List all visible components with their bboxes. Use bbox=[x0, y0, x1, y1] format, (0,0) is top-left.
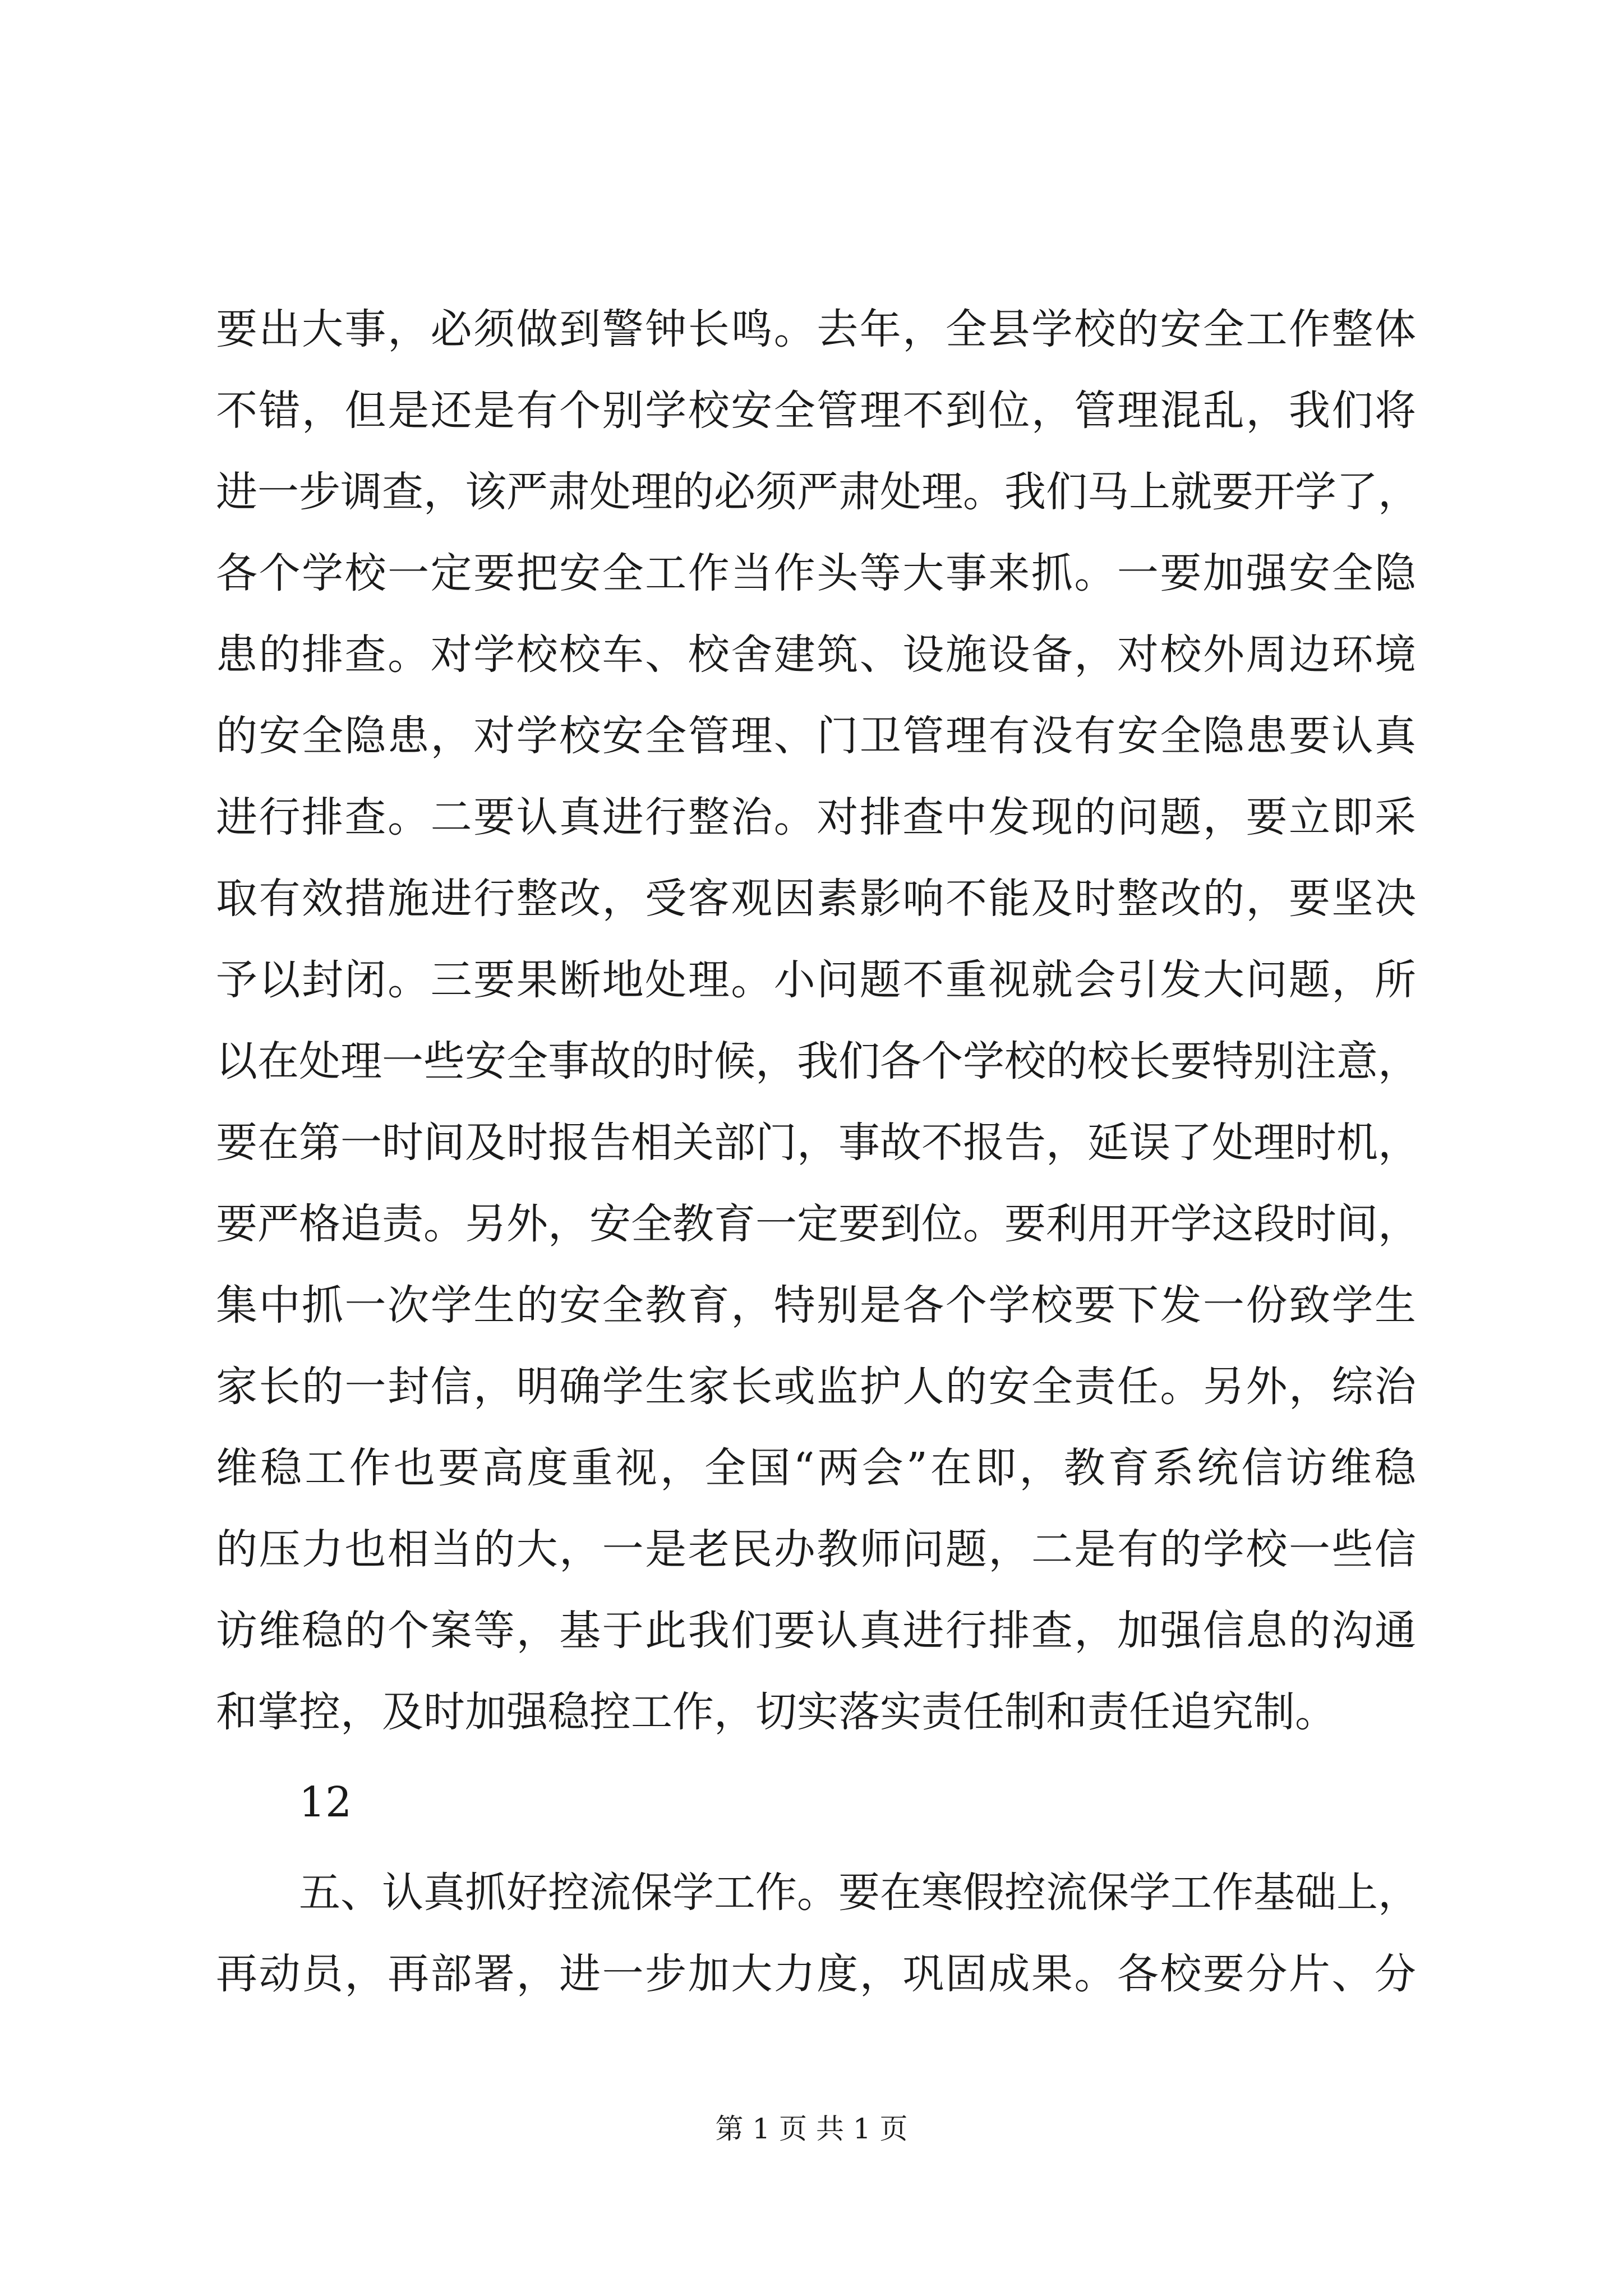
paragraph-gap bbox=[216, 1843, 1416, 1852]
text-line: 进行排查。二要认真进行整治。对排查中发现的问题，要立即采 bbox=[216, 793, 1416, 841]
document-body bbox=[216, 289, 1419, 2015]
section-marker: 12 bbox=[299, 1778, 352, 1826]
text-line: 要在第一时间及时报告相关部门，事故不报告，延误了处理时机， bbox=[216, 1119, 1419, 1167]
text-line: 的压力也相当的大，一是老民办教师问题，二是有的学校一些信 bbox=[216, 1525, 1416, 1573]
text-line: 进一步调查，该严肃处理的必须严肃处理。我们马上就要开学了， bbox=[216, 468, 1419, 516]
text-line: 再动员，再部署，进一步加大力度，巩固成果。各校要分片、分 bbox=[216, 1950, 1416, 1998]
text-line: 要出大事，必须做到警钟长鸣。去年，全县学校的安全工作整体 bbox=[216, 305, 1416, 353]
text-line: 集中抓一次学生的安全教育，特别是各个学校要下发一份致学生 bbox=[216, 1281, 1416, 1329]
paragraph-1 bbox=[216, 289, 1419, 1753]
text-line: 的安全隐患，对学校安全管理、门卫管理有没有安全隐患要认真 bbox=[216, 712, 1416, 760]
text-line: 以在处理一些安全事故的时候，我们各个学校的校长要特别注意， bbox=[216, 1037, 1419, 1085]
text-line: 要严格追责。另外，安全教育一定要到位。要利用开学这段时间， bbox=[216, 1200, 1419, 1248]
text-line: 予以封闭。三要果断地处理。小问题不重视就会引发大问题，所 bbox=[216, 956, 1416, 1004]
text-line: 各个学校一定要把安全工作当作头等大事来抓。一要加强安全隐 bbox=[216, 549, 1416, 597]
text-line: 访维稳的个案等，基于此我们要认真进行排查，加强信息的沟通 bbox=[216, 1607, 1416, 1655]
paragraph-gap bbox=[216, 1753, 1416, 1762]
text-line: 不错，但是还是有个别学校安全管理不到位，管理混乱，我们将 bbox=[216, 386, 1416, 435]
text-line: 取有效措施进行整改，受客观因素影响不能及时整改的，要坚决 bbox=[216, 875, 1416, 923]
text-line: 患的排查。对学校校车、校舍建筑、设施设备，对校外周边环境 bbox=[216, 631, 1416, 679]
text-line: 维稳工作也要高度重视，全国“两会”在即，教育系统信访维稳 bbox=[216, 1444, 1416, 1492]
text-line: 五、认真抓好控流保学工作。要在寒假控流保学工作基础上， bbox=[299, 1869, 1419, 1917]
paragraph-2 bbox=[216, 1852, 1419, 2015]
text-line: 和掌控，及时加强稳控工作，切实落实责任制和责任追究制。 bbox=[216, 1688, 1336, 1736]
page-footer: 第 1 页 共 1 页 bbox=[715, 2113, 908, 2145]
text-line: 家长的一封信，明确学生家长或监护人的安全责任。另外，综治 bbox=[216, 1363, 1416, 1411]
